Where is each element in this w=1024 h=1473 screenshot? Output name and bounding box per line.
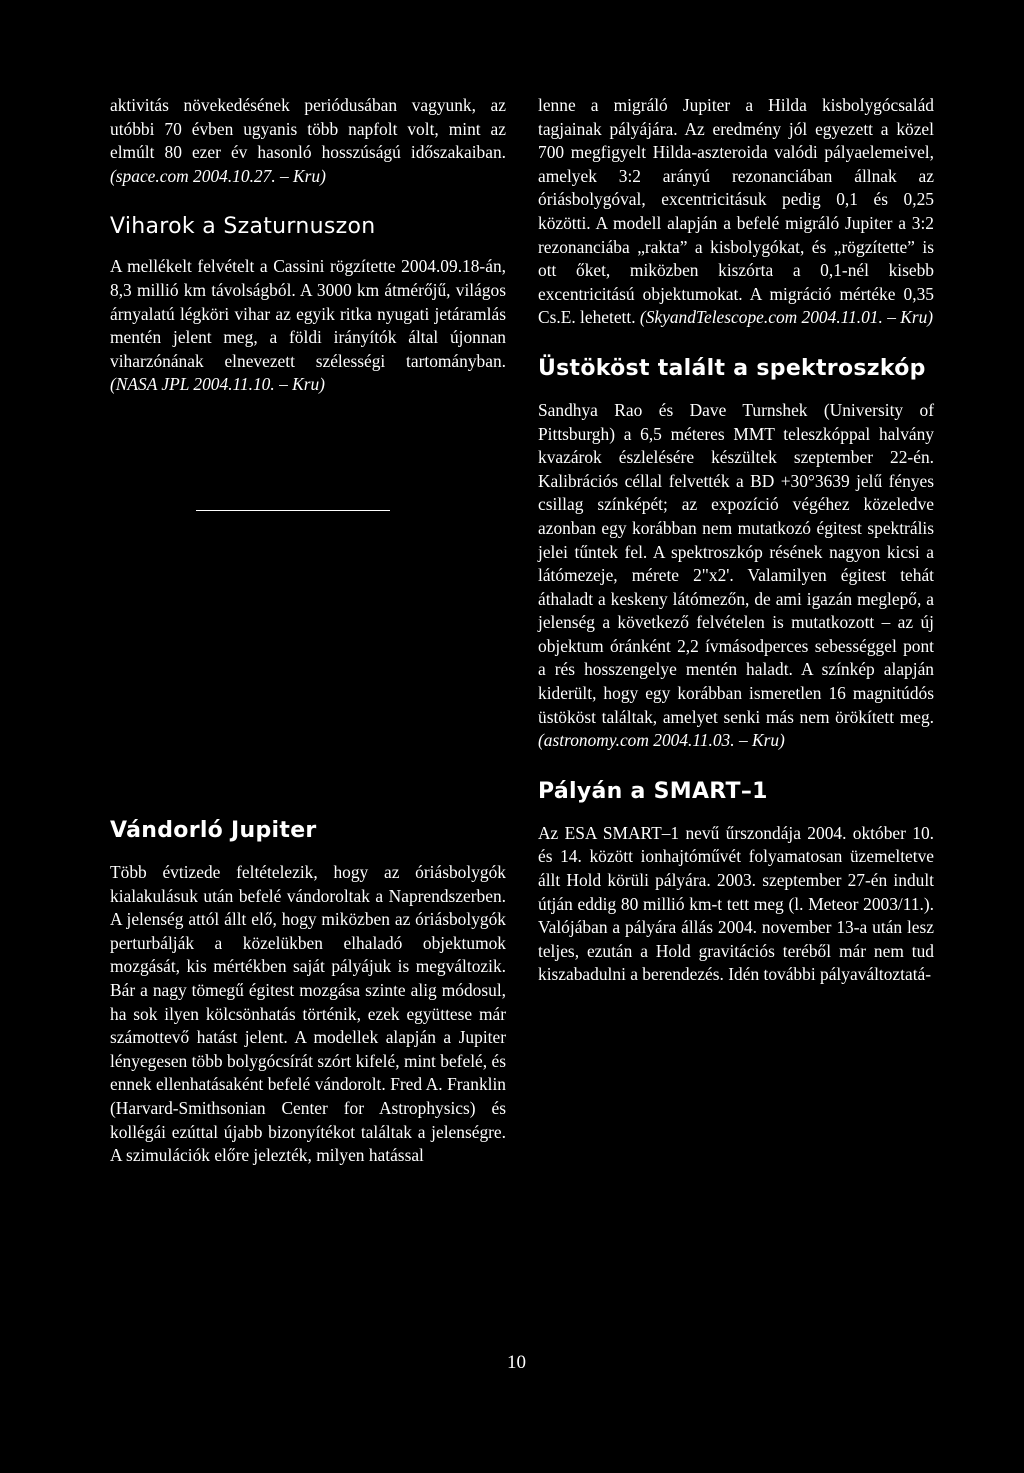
jupiter-continuation-text: lenne a migráló Jupiter a Hilda kisbolygócsalád tagjainak pályájára. Az eredmény jól egyezett a közel 700 megfigyelt Hilda-aszteroida valódi pályaelemeivel, amelyek 3:2 arányú rezonanciában állnak az óriásbolygóval, excentricitásuk pedig 0,1 és 0,25 közötti. A modell alapján a befelé migráló Jupiter a 3:2 rezonanciába „rakta” a kisbolygókat, és „rögzítette” is ott őket, miközben kiszórta a 0,1-nél kisebb excentricitású objektumokat. A migráció mértéke 0,35 Cs.E. lehetett. <box>538 95 934 328</box>
article-body-spectroscope-comet <box>538 399 934 753</box>
article-title-smart1-orbit: Pályán a SMART–1 <box>538 778 768 804</box>
left-column <box>110 94 506 397</box>
left-column-lower <box>110 818 506 1168</box>
article-title-saturn-storms: Viharok a Szaturnuszon <box>110 214 376 240</box>
intro-paragraph <box>110 94 506 188</box>
saturn-storms-source: (NASA JPL 2004.11.10. – Kru) <box>110 374 325 395</box>
article-body-wandering-jupiter <box>110 861 506 1168</box>
smart1-orbit-text: Az ESA SMART–1 nevű űrszondája 2004. október 10. és 14. között ionhajtóművét folyamatosan üzemeltetve állt Hold körüli pályára. 2003. szeptember 27-én indult útján eddig 80 millió km-t tett meg (l. Meteor 2003/11.). Valójában a pályára állás 2004. november 13-a után lesz teljes, ezután a Hold gravitációs teréből már nem tud kiszabadulni a berendezés. Idén további pályaváltoztatá- <box>538 822 934 985</box>
wandering-jupiter-text: Több évtizede feltételezik, hogy az óriásbolygók kialakulásuk után befelé vándoroltak a Naprendszerben. A jelenség attól állt elő, hogy miközben az óriásbolygók perturbálják a közelükben elhaladó objektumok mozgását, kis mértékben saját pályájuk is megváltozik. Bár a nagy tömegű égitest mozgása szinte alig módosul, ha sok ilyen kölcsönhatás történik, ezek együttese már számottevő hatást jelent. A modellek alapján a Jupiter lényegesen több bolygócsírát szórt kifelé, mint befelé, és ennek ellenhatásaként befelé vándorolt. Fred A. Franklin (Harvard-Smithsonian Center for Astrophysics) és kollégái ezúttal újabb bizonyítékot találtak a jelenségre. A szimulációk előre jelezték, milyen hatással <box>110 862 506 1166</box>
spectroscope-comet-source: (astronomy.com 2004.11.03. – Kru) <box>538 730 785 751</box>
right-column <box>538 94 934 987</box>
intro-text: aktivitás növekedésének periódusában vagyunk, az utóbbi 70 évben ugyanis több napfolt volt, mint az elmúlt 80 ezer év hasonló hosszúságú időszakaiban. <box>110 95 506 163</box>
jupiter-continuation-source: (SkyandTelescope.com 2004.11.01. – Kru) <box>639 307 934 328</box>
saturn-storms-text: A mellékelt felvételt a Cassini rögzítette 2004.09.18-án, 8,3 millió km távolságból. A 3000 km átmérőjű, világos árnyalatú légköri vihar az egyik ritka nyugati jetáramlás mentén jelent meg, a földi irányítók által újonnan viharzónának elnevezett szélességi tartományban. <box>110 256 506 371</box>
article-body-saturn-storms <box>110 255 506 397</box>
article-title-wandering-jupiter: Vándorló Jupiter <box>110 818 317 843</box>
article-body-smart1-orbit <box>538 822 934 987</box>
article-title-spectroscope-comet: Üstököst talált a spektroszkóp <box>538 355 926 381</box>
spectroscope-comet-text: Sandhya Rao és Dave Turnshek (University of Pittsburgh) a 6,5 méteres MMT teleszkóppal halvány kvazárok észlelésére készültek szeptember 22-én. Kalibrációs céllal felvették a BD +30°3639 jelű fényes csillag színképét; az expozíció végéhez közeledve azonban egy korábban nem mutatkozó égitest spektrális jelei tűntek fel. A spektroszkóp résének nagyon kicsi a látómezeje, mérete 2"x2'. Valamilyen égitest tehát áthaladt a keskeny látómezőn, de ami igazán meglepő, a jelenség a következő felvételen is mutatkozott – az új objektum óránként 2,2 ívmásodperces sebességgel pont a rés hosszengelye mentén haladt. A színkép alapján kiderült, hogy egy korábban ismeretlen 16 magnitúdós üstököst találtak, amelyet senki más nem örökített meg. <box>538 399 934 727</box>
page-number: 10 <box>507 1352 526 1373</box>
intro-source: (space.com 2004.10.27. – Kru) <box>110 165 326 186</box>
jupiter-continuation-paragraph <box>538 94 934 330</box>
section-divider <box>196 510 390 511</box>
